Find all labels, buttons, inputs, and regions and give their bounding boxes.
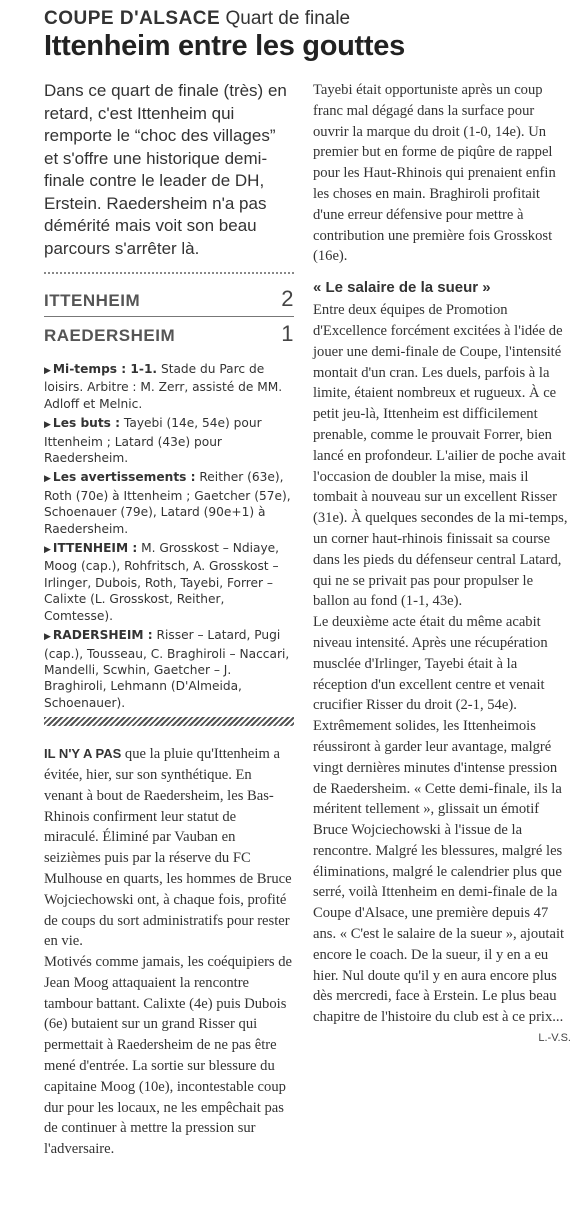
fact-label: Mi-temps : 1-1. (52, 362, 158, 376)
fact-label: Les buts : (52, 416, 121, 431)
triangle-bullet-icon: ▶ (44, 420, 51, 431)
fact-goals (44, 415, 294, 466)
score-row-away (44, 319, 294, 349)
intertitle: « Le salaire de la sueur » (313, 279, 491, 297)
body-paragraph-5: Le deuxième acte était du même acabit niveau intensité. Après une récupération musclée d'Irlinger, Tayebi était à la réception d'un excellent centre et venait crucifier Risser du droit (2-1, 54e). Extrêmement solides, les Ittenheimois réussiront à garder leur avantage, malgré vingt dernières minutes d'intense pression de Raedersheim. « Cette demi-finale, ils la méritent tellement », glissait un émotif Bruce Wojciechowski à l'issue de la rencontre. Malgré les blessures, malgré les éliminations, malgré le calendrier plus que serré, voilà Ittenheim en demi-finale de la Coupe d'Alsace, une première depuis 47 ans. « C'est le salaire de la sueur », ajoutait encore le coach. De la sueur, il y en a eu hier. Nul doute qu'il y en aura encore plus dès mercredi, face à Erstein. Le plus beau chapitre de l'histoire du club est à ce prix... (313, 614, 565, 1026)
fact-label: ITTENHEIM : (52, 541, 138, 556)
triangle-bullet-icon: ▶ (44, 545, 51, 556)
score-divider (44, 316, 294, 317)
body-paragraph-1 (44, 744, 294, 952)
body-paragraph-2: Motivés comme jamais, les coéquipiers de Jean Moog attaquaient la rencontre tambour battant. Calixte (4e) puis Dubois (6e) butaient sur un grand Risser qui permettait à Raedersheim de ne pas être mené d'entrée. La sortie sur blessure du capitaine Moog (10e), incontestable coup dur pour les locaux, ne les empêchait pas de continuer à mettre la pression sur l'adversaire. (44, 954, 293, 1158)
team-score: 2 (281, 286, 294, 311)
lead-in: IL N'Y A PAS (44, 746, 122, 762)
headline: Ittenheim entre les gouttes (44, 30, 405, 62)
scoreboard (44, 284, 294, 349)
fact-warnings (44, 469, 294, 537)
hatched-divider (44, 717, 294, 726)
fact-label: Les avertissements : (52, 470, 196, 485)
fact-text: Reither (63e), Roth (70e) à Ittenheim ; Gaetcher (57e), Schoenauer (79e), Latard (90e+1) à Raedersheim. (44, 470, 291, 536)
fact-text: Tayebi (14e, 54e) pour Ittenheim ; Latard (43e) pour Raedersheim. (44, 416, 262, 466)
fact-text: Risser – Latard, Pugi (cap.), Tousseau, C. Braghiroli – Naccari, Mandelli, Scwhin, Gaetcher – J. Braghiroli, Lehmann (D'Almeida, Schoenauer). (44, 628, 290, 710)
chapo: Dans ce quart de finale (très) en retard, c'est Ittenheim qui remporte le “choc des villages” et s'offre une historique demi-finale contre le leader de DH, Erstein. Raedersheim n'a pas démérité mais voit son beau parcours s'arrêter là. (44, 81, 287, 258)
fact-text: Stade du Parc de loisirs. Arbitre : M. Zerr, assisté de MM. Adloff et Melnic. (44, 362, 283, 411)
right-column (313, 80, 571, 1044)
fact-lineup-away (44, 627, 294, 711)
team-score: 1 (281, 321, 294, 346)
body-paragraph-4: Entre deux équipes de Promotion d'Excellence forcément excitées à l'idée de jouer une demi-finale de Coupe, l'intensité montait d'un cran. Les duels, parfois à la limite, étaient nombreux et rugueux. À ce petit jeu-là, Ittenheim est difficilement prenable, comme le prouvait Forrer, bien lancé en profondeur. L'ailier de poche avait l'occasion de doubler la mise, mais il tombait à nouveau sur un excellent Risser (31e). À quelques secondes de la mi-temps, un corner haut-rhinois finissait sa course dans les pieds du défenseur central Latard, qui ne se privait pas pour propulser le ballon au fond (1-1, 43e). (313, 302, 568, 610)
score-row-home (44, 284, 294, 314)
body-paragraph-3: Tayebi était opportuniste après un coup franc mal dégagé dans la surface pour ouvrir la marque du droit (1-0, 14e). Un premier but en forme de piqûre de rappel pour les Haut-Rhinois qui prenaient enfin les choses en main. Braghiroli profitait d'une erreur défensive pour mettre à contribution une première fois Grosskost (16e). (313, 82, 556, 265)
team-name: ITTENHEIM (44, 291, 141, 310)
triangle-bullet-icon: ▶ (44, 632, 51, 643)
triangle-bullet-icon: ▶ (44, 474, 51, 485)
kicker-round: Quart de finale (225, 8, 351, 29)
fact-halftime (44, 361, 294, 412)
kicker (44, 8, 350, 30)
fact-text: M. Grosskost – Ndiaye, Moog (cap.), Rohfritsch, A. Grosskost – Irlinger, Dubois, Roth, Tayebi, Forrer – Calixte (L. Grosskost, Reither, Comtesse). (44, 541, 280, 623)
left-column (44, 80, 294, 1160)
triangle-bullet-icon: ▶ (44, 366, 51, 376)
paragraph-text: que la pluie qu'Ittenheim a évitée, hier, sur son synthétique. En venant à bout de Raedersheim, les Bas-Rhinois confirment leur statut de miraculé. Éliminé par Vauban en seizièmes puis par la réserve du FC Mulhouse en quarts, les hommes de Bruce Wojciechowski ont, à chaque fois, profité de coups du sort administratifs pour rester en vie. (44, 746, 292, 950)
fact-lineup-home (44, 540, 294, 624)
author-signature: L.-V.S. (538, 1032, 571, 1045)
kicker-category: COUPE D'ALSACE (44, 8, 221, 29)
match-facts (44, 361, 294, 711)
dotted-divider (44, 272, 294, 274)
team-name: RAEDERSHEIM (44, 326, 176, 345)
fact-label: RADERSHEIM : (52, 628, 153, 643)
